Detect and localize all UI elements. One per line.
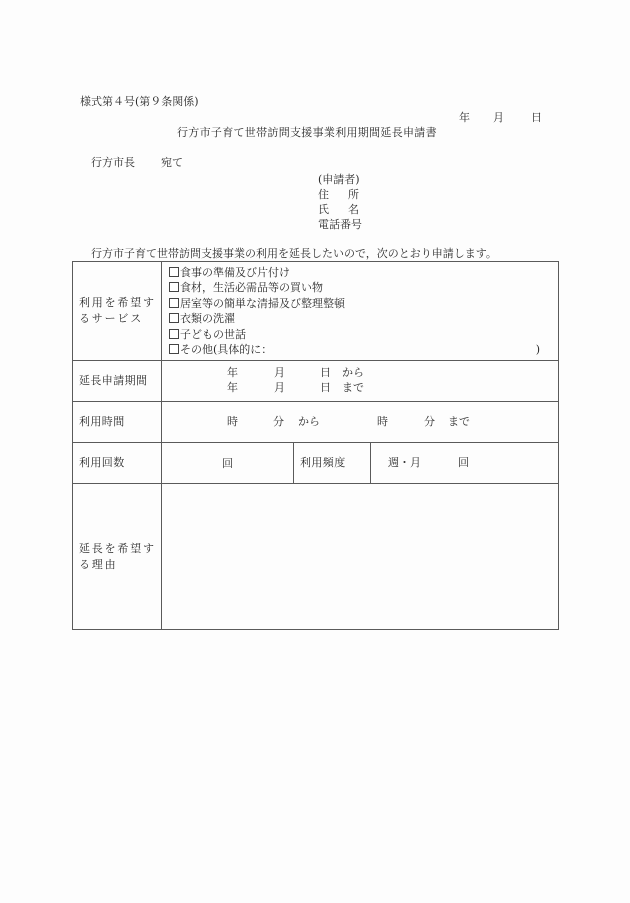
period-row: [73, 361, 559, 402]
document-title: 行方市子育て世帯訪問支援事業利用期間延長申請書: [177, 126, 437, 139]
reason-label: 延長を希望する理由: [73, 484, 162, 630]
addressee-suffix: 宛て: [161, 156, 183, 169]
period-to[interactable]: 年 月 日 まで: [227, 381, 364, 395]
service-option[interactable]: 食材，生活必需品等の買い物: [169, 280, 558, 295]
services-label: 利用を希望するサービス: [73, 262, 162, 361]
addressee-name: 行方市長: [91, 156, 135, 169]
applicant-address-field[interactable]: 住 所: [318, 188, 359, 201]
time-field[interactable]: 時 分 から 時 分 まで: [162, 402, 559, 443]
frequency-label: 利用頻度: [294, 443, 371, 484]
count-unit: 回: [222, 456, 233, 470]
checkbox[interactable]: [169, 329, 179, 339]
applicant-name-field[interactable]: 氏 名: [318, 203, 359, 216]
checkbox[interactable]: [169, 267, 179, 277]
service-option[interactable]: 子どもの世話: [169, 327, 558, 342]
addressee: [91, 157, 183, 168]
checkbox[interactable]: [169, 298, 179, 308]
checkbox[interactable]: [169, 344, 179, 354]
services-options: [162, 262, 559, 361]
services-row: [73, 262, 559, 361]
application-date[interactable]: [459, 112, 542, 123]
date-day-label: 日: [531, 111, 542, 124]
other-close-paren: ): [535, 342, 541, 356]
period-label: 延長申請期間: [73, 361, 162, 402]
form-number: 様式第４号(第９条関係): [80, 95, 199, 108]
count-row: [73, 443, 559, 484]
frequency-period: 週・月: [388, 456, 421, 470]
count-field[interactable]: [162, 443, 294, 484]
intro-text: 行方市子育て世帯訪問支援事業の利用を延長したいので，次のとおり申請します。: [91, 247, 497, 260]
applicant-phone-field[interactable]: 電話番号: [318, 218, 362, 231]
service-option[interactable]: 衣類の洗濯: [169, 311, 558, 326]
period-field[interactable]: [162, 361, 559, 402]
date-year-label: 年: [459, 111, 470, 124]
service-option-other[interactable]: その他(具体的に： ): [169, 342, 558, 357]
service-option[interactable]: 食事の準備及び片付け: [169, 265, 558, 280]
time-label: 利用時間: [73, 402, 162, 443]
frequency-field[interactable]: [371, 443, 559, 484]
time-row: [73, 402, 559, 443]
count-label: 利用回数: [73, 443, 162, 484]
date-month-label: 月: [493, 111, 504, 124]
reason-row: [73, 484, 559, 630]
application-form-table: [72, 261, 559, 630]
period-from[interactable]: 年 月 日 から: [227, 366, 364, 380]
applicant-block: [318, 172, 362, 232]
frequency-unit: 回: [458, 456, 469, 470]
checkbox[interactable]: [169, 313, 179, 323]
checkbox[interactable]: [169, 282, 179, 292]
service-option[interactable]: 居室等の簡単な清掃及び整理整頓: [169, 296, 558, 311]
reason-field[interactable]: [162, 484, 559, 630]
applicant-heading: (申請者): [318, 173, 360, 186]
